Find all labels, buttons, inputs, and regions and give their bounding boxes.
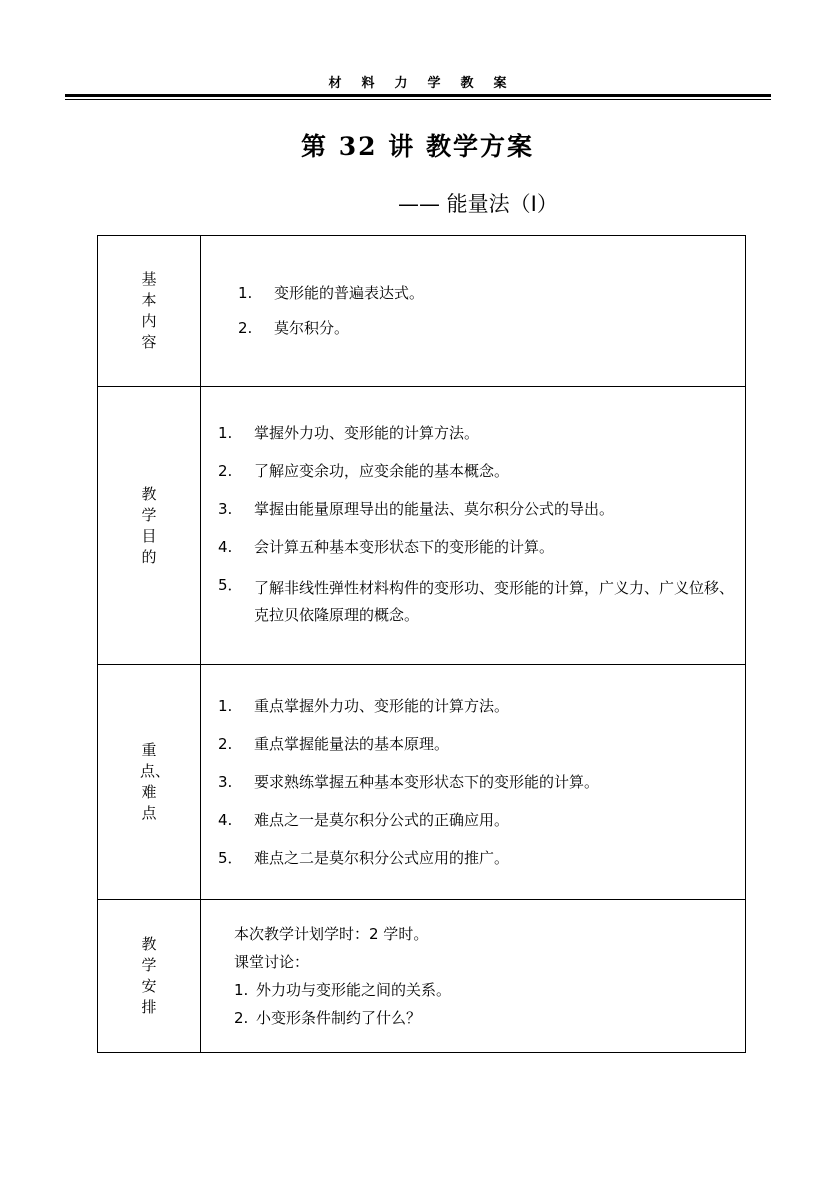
list-item (238, 283, 745, 304)
item-number: 1. (238, 284, 253, 302)
item-text: 莫尔积分。 (274, 319, 350, 337)
list-item (218, 696, 745, 717)
item-text: 难点之二是莫尔积分公式应用的推广。 (254, 848, 510, 867)
row-basic-content (98, 236, 746, 387)
teaching-plan-table (97, 235, 746, 1053)
row-key-points (98, 665, 746, 900)
item-text: 会计算五种基本变形状态下的变形能的计算。 (254, 537, 555, 556)
item-number: 1. (218, 696, 233, 715)
list-item (218, 734, 745, 755)
section-label-key-points: 重点、难点 (140, 741, 171, 822)
item-text: 要求熟练掌握五种基本变形状态下的变形能的计算。 (254, 772, 600, 791)
label-cell (98, 665, 201, 900)
section-label-goals: 教学目的 (141, 484, 157, 566)
content-cell-arrangement (201, 900, 746, 1053)
item-number: 3. (218, 772, 233, 791)
item-number: 1. (218, 423, 233, 442)
item-text: 外力功与变形能之间的关系。 (256, 981, 452, 999)
label-cell (98, 236, 201, 387)
item-text: 了解应变余功，应变余能的基本概念。 (254, 461, 510, 480)
list-item (218, 575, 745, 629)
item-text: 掌握由能量原理导出的能量法、莫尔积分公式的导出。 (254, 499, 615, 518)
row-teaching-goals (98, 387, 746, 665)
discussion-title: 课堂讨论： (234, 953, 310, 971)
content-cell-basic (201, 236, 746, 387)
item-text: 变形能的普遍表达式。 (274, 284, 425, 302)
item-number: 1. (234, 981, 249, 999)
label-cell (98, 900, 201, 1053)
list-item (218, 810, 745, 831)
item-text: 重点掌握能量法的基本原理。 (254, 734, 450, 753)
item-number: 4. (218, 537, 233, 556)
item-number: 2. (234, 1009, 249, 1027)
item-number: 5． (218, 848, 243, 867)
item-number: 2. (238, 319, 253, 337)
row-teaching-arrangement (98, 900, 746, 1053)
item-text: 难点之一是莫尔积分公式的正确应用。 (254, 810, 510, 829)
item-text: 掌握外力功、变形能的计算方法。 (254, 423, 480, 442)
content-cell-key-points (201, 665, 746, 900)
item-number: 4. (218, 810, 233, 829)
label-cell (98, 387, 201, 665)
document-title: 第 32 讲 教学方案 (301, 132, 534, 161)
list-item (238, 318, 745, 339)
list-item (218, 537, 745, 558)
running-header: 材料力学教案 (328, 76, 527, 91)
list-item (218, 423, 745, 444)
list-item (218, 499, 745, 520)
item-number: 2. (218, 461, 233, 480)
list-item (218, 772, 745, 793)
item-number: 2. (218, 734, 233, 753)
list-item (234, 1004, 745, 1032)
item-text: 小变形条件制约了什么？ (256, 1009, 422, 1027)
item-text: 了解非线性弹性材料构件的变形功、变形能的计算，广义力、广义位移、克拉贝依隆原理的概念。 (254, 578, 735, 624)
list-item (218, 848, 745, 869)
section-label-arrangement: 教学安排 (141, 935, 157, 1016)
document-subtitle: —— 能量法（Ⅰ） (398, 192, 558, 216)
item-number: 3. (218, 499, 233, 518)
item-number: 5． (218, 575, 243, 594)
header-rule-thick (65, 94, 771, 97)
list-item (234, 976, 745, 1004)
content-cell-goals (201, 387, 746, 665)
header-rule-thin (65, 99, 771, 100)
class-hours: 本次教学计划学时：2 学时。 (234, 925, 429, 943)
list-item (218, 461, 745, 482)
item-text: 重点掌握外力功、变形能的计算方法。 (254, 696, 510, 715)
section-label-basic: 基本内容 (141, 270, 157, 351)
